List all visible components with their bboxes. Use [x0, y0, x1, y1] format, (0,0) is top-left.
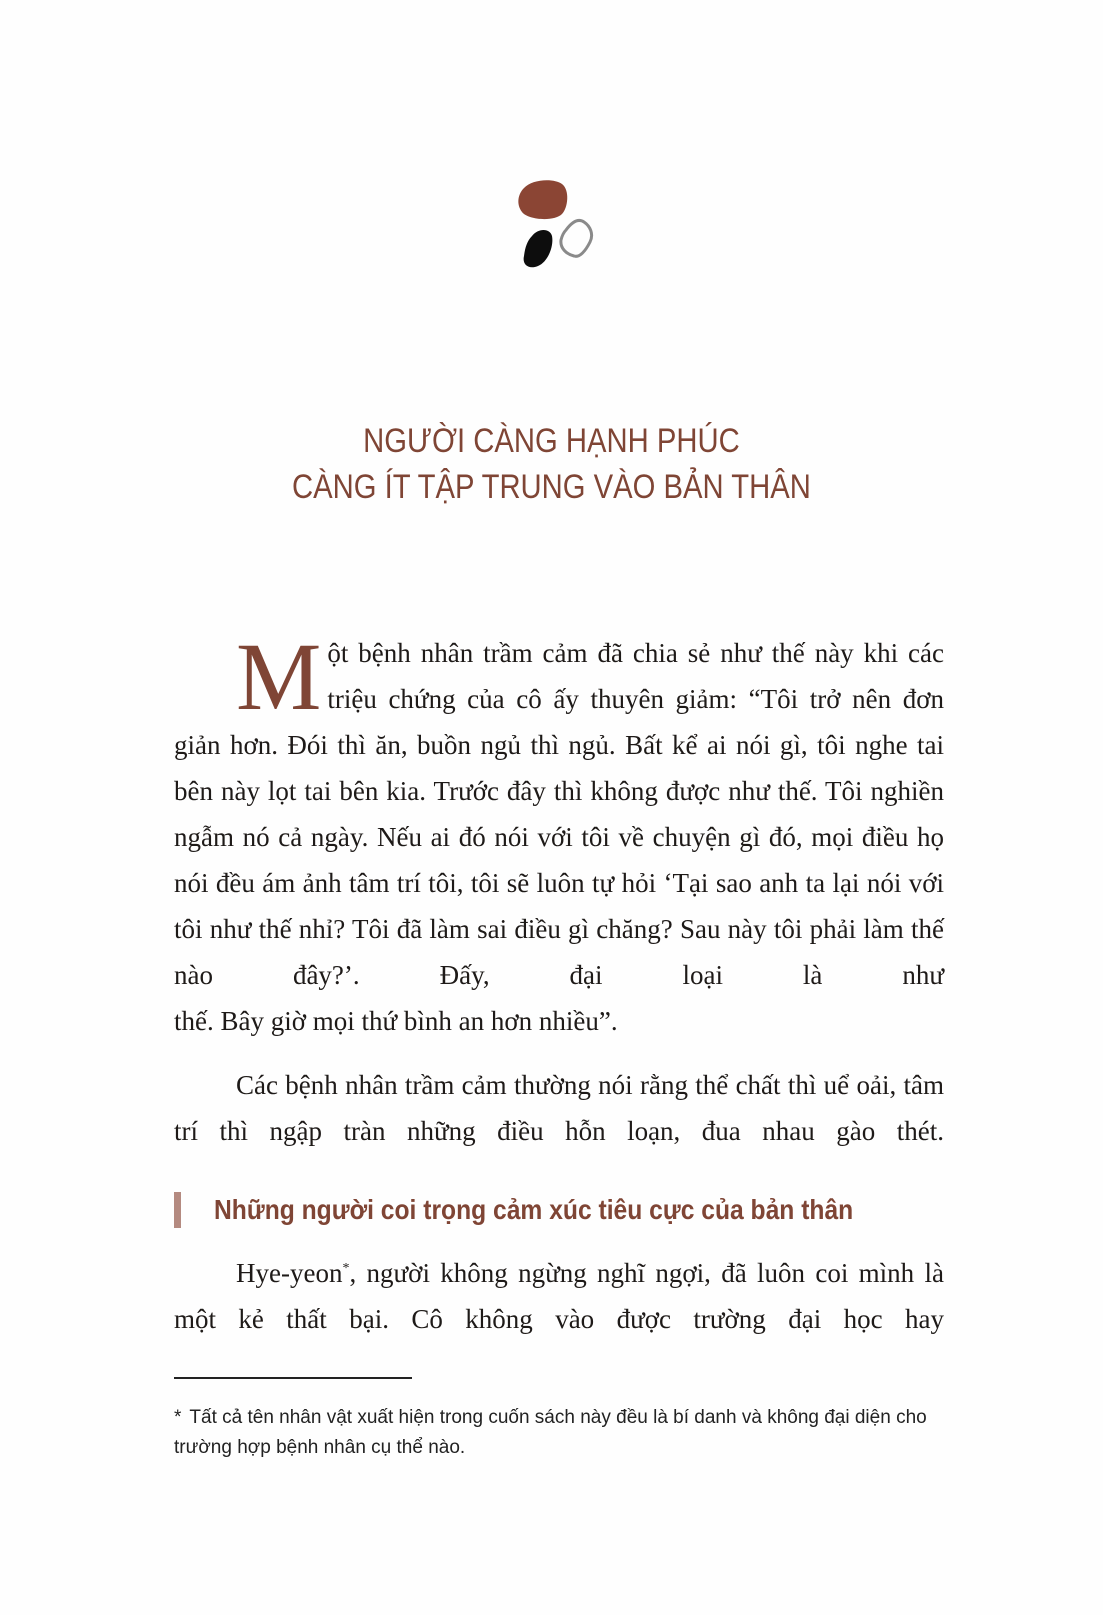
paragraph-3: [174, 1250, 944, 1342]
footnote-reference[interactable]: *: [342, 1261, 350, 1276]
footnote: [174, 1403, 949, 1463]
footnote-text: Tất cả tên nhân vật xuất hiện trong cuốn sách này đều là bí danh và không đại diện cho trường hợp bệnh nhân cụ thể nào.: [174, 1407, 927, 1458]
footnote-divider: [174, 1377, 412, 1379]
character-name: Hye-yeon: [236, 1258, 343, 1288]
section-heading-bar: [174, 1192, 181, 1228]
pebbles-ornament-icon: [510, 178, 610, 278]
paragraph-1-last-line: thế. Bây giờ mọi thứ bình an hơn nhiều”.: [174, 1006, 618, 1036]
chapter-title-line-2: CÀNG ÍT TẬP TRUNG VÀO BẢN THÂN: [291, 468, 811, 506]
black-stone-icon: [524, 230, 553, 267]
brown-stone-icon: [518, 180, 567, 219]
paragraph-2-text: Các bệnh nhân trầm cảm thường nói rằng thể chất thì uể oải, tâm trí thì ngập tràn những điều hỗn loạn, đua nhau gào thét.: [174, 1070, 944, 1146]
paragraph-2: [174, 1062, 944, 1154]
paragraph-3-text: , người không ngừng nghĩ ngợi, đã luôn coi mình là một kẻ thất bại. Cô không vào được trường đại học hay: [174, 1258, 944, 1334]
chapter-title: [77, 418, 1026, 510]
drop-cap: M: [236, 623, 322, 730]
paragraph-1: [174, 623, 944, 1044]
footnote-mark: *: [174, 1407, 182, 1428]
paragraph-1-text: ột bệnh nhân trầm cảm đã chia sẻ như thế này khi các triệu chứng của cô ấy thuyên giảm: “Tôi trở nên đơn giản hơn. Đói thì ăn, buồn ngủ thì ngủ. Bất kể ai nói gì, tôi nghe tai bên này lọt tai bên kia. Trước đây thì không được như thế. Tôi nghiền ngẫm nó cả ngày. Nếu ai đó nói với tôi về chuyện gì đó, mọi điều họ nói đều ám ảnh tâm trí tôi, tôi sẽ luôn tự hỏi ‘Tại sao anh ta lại nói với tôi như thế nhỉ? Tôi đã làm sai điều gì chăng? Sau này tôi phải làm thế nào đây?’. Đấy, đại loại là như: [174, 638, 944, 990]
section-heading-label: Những người coi trọng cảm xúc tiêu cực của bản thân: [214, 1194, 854, 1225]
chapter-title-line-1: NGƯỜI CÀNG HẠNH PHÚC: [363, 422, 740, 460]
section-heading: [174, 1190, 944, 1230]
outlined-stone-icon: [561, 220, 592, 256]
